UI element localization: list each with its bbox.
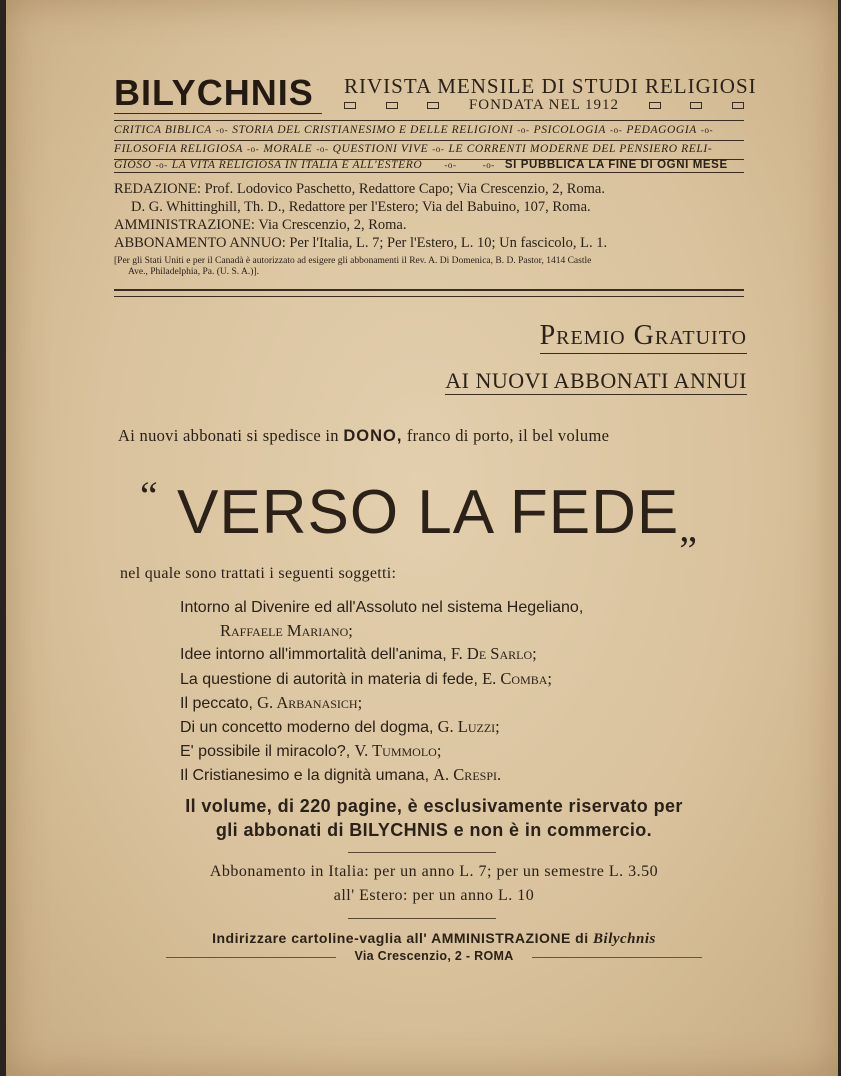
ornament-box	[732, 102, 744, 109]
abbonamento-label: ABBONAMENTO ANNUO:	[114, 235, 286, 251]
list-item: Di un concetto moderno del dogma, G. Luzzi;	[180, 717, 500, 737]
topics-line-2: FILOSOFIA RELIGIOSA -o- MORALE -o- QUESTIONI VIVE -o- LE CORRENTI MODERNE DEL PENSIERO RELI-	[114, 143, 713, 155]
premio-subheading: AI NUOVI ABBONATI ANNUI	[445, 368, 747, 393]
amministrazione-text: Via Crescenzio, 2, Roma.	[258, 217, 407, 233]
topic: FILOSOFIA RELIGIOSA	[114, 143, 244, 155]
price-line-1: Abbonamento in Italia: per un anno L. 7; per un semestre L. 3.50	[209, 863, 659, 880]
masthead-underline	[114, 113, 322, 114]
volume-notice	[114, 794, 754, 842]
list-item: Il Cristianesimo e la dignità umana, A. Crespi.	[180, 765, 502, 785]
abbonamento-text: Per l'Italia, L. 7; Per l'Estero, L. 10; Un fascicolo, L. 1.	[289, 235, 608, 251]
address-street: Via Crescenzio, 2 - ROMA	[354, 949, 514, 963]
ornament-box	[690, 102, 702, 109]
masthead-subtitle: RIVISTA MENSILE DI STUDI RELIGIOSI	[344, 74, 757, 98]
redazione-label: REDAZIONE:	[114, 181, 201, 197]
masthead-founded-line	[344, 97, 744, 114]
ornament-box	[649, 102, 661, 109]
list-item: La questione di autorità in materia di fede, E. Comba;	[180, 668, 553, 688]
note-line-2: Ave., Philadelphia, Pa. (U. S. A.)].	[128, 267, 259, 277]
topic: LE CORRENTI MODERNE DEL PENSIERO RELI-	[448, 143, 713, 155]
section-divider	[114, 296, 744, 297]
pricing-block	[114, 860, 754, 908]
quote-close: „	[679, 505, 699, 550]
list-item: E' possibile il miracolo?, V. Tummolo;	[180, 741, 442, 761]
ornament-box	[427, 102, 439, 109]
topic: MORALE	[263, 143, 313, 155]
address-name: Bilychnis	[593, 931, 656, 947]
volume-line-1: Il volume, di 220 pagine, è esclusivamente riservato per	[185, 796, 683, 816]
subjects-list	[180, 595, 583, 788]
subjects-intro: nel quale sono trattati i seguenti soggetti:	[120, 565, 397, 582]
topic: LA VITA RELIGIOSA IN ITALIA E ALL'ESTERO	[171, 159, 423, 171]
topics-line-3: GIOSO -o- LA VITA RELIGIOSA IN ITALIA E ALL'ESTERO -o- -o- SI PUBBLICA LA FINE DI OGNI MESE	[114, 159, 728, 171]
list-item: Intorno al Divenire ed all'Assoluto nel sistema Hegeliano,	[180, 599, 584, 616]
address-instruction	[114, 930, 754, 948]
editorial-info	[114, 180, 754, 252]
price-line-2: all' Estero: per un anno L. 10	[333, 887, 535, 904]
short-rule	[348, 918, 496, 919]
premio-heading: Premio Gratuito	[540, 320, 747, 354]
amministrazione-label: AMMINISTRAZIONE:	[114, 217, 255, 233]
ornament-box	[386, 102, 398, 109]
founded-text: FONDATA NEL 1912	[468, 97, 619, 113]
list-item: Il peccato, G. Arbanasich;	[180, 692, 363, 712]
publication-notice: SI PUBBLICA LA FINE DI OGNI MESE	[504, 159, 728, 171]
topic: PEDAGOGIA	[626, 124, 697, 136]
divider-rule	[114, 172, 744, 173]
intro-text: Ai nuovi abbonati si spedisce in	[118, 426, 339, 445]
list-item: Raffaele Mariano;	[220, 621, 353, 641]
redazione-line	[114, 180, 754, 198]
section-divider	[114, 289, 744, 291]
topic: PSICOLOGIA	[533, 124, 607, 136]
short-rule	[348, 852, 496, 853]
note-line-1: [Per gli Stati Uniti e per il Canadà è autorizzato ad esigere gli abbonamenti il Rev. A. Di Domenica, B. D. Pastor, 1414 Castle	[114, 256, 592, 266]
dono-word: DONO,	[343, 427, 403, 445]
book-title-text: VERSO LA FEDE	[177, 478, 680, 547]
redazione-line-2: D. G. Whittinghill, Th. D., Redattore per l'Estero; Via del Babuino, 107, Roma.	[131, 199, 591, 215]
amministrazione-line	[114, 216, 754, 234]
topic: STORIA DEL CRISTIANESIMO E DELLE RELIGIONI	[232, 124, 514, 136]
intro-text: franco di porto, il bel volume	[406, 426, 610, 445]
topic: QUESTIONI VIVE	[332, 143, 429, 155]
book-title	[140, 472, 698, 551]
subscription-note	[114, 256, 746, 278]
list-item: Idee intorno all'immortalità dell'anima, F. De Sarlo;	[180, 644, 537, 664]
offer-intro	[118, 426, 609, 446]
quote-open: “	[140, 473, 159, 518]
ornament-box	[344, 102, 356, 109]
topics-line-1: CRITICA BIBLICA -o- STORIA DEL CRISTIANESIMO E DELLE RELIGIONI -o- PSICOLOGIA -o- PEDAGOGIA -o-	[114, 124, 714, 136]
abbonamento-line	[114, 234, 754, 252]
masthead-title: BILYCHNIS	[114, 72, 314, 113]
redazione-text: Prof. Lodovico Paschetto, Redattore Capo; Via Crescenzio, 2, Roma.	[204, 181, 605, 197]
address-text: Indirizzare cartoline-vaglia all' AMMINISTRAZIONE di	[212, 930, 589, 946]
topic: CRITICA BIBLICA	[114, 124, 212, 136]
topic: GIOSO	[114, 159, 152, 171]
volume-line-2: gli abbonati di BILYCHNIS e non è in commercio.	[215, 820, 653, 840]
